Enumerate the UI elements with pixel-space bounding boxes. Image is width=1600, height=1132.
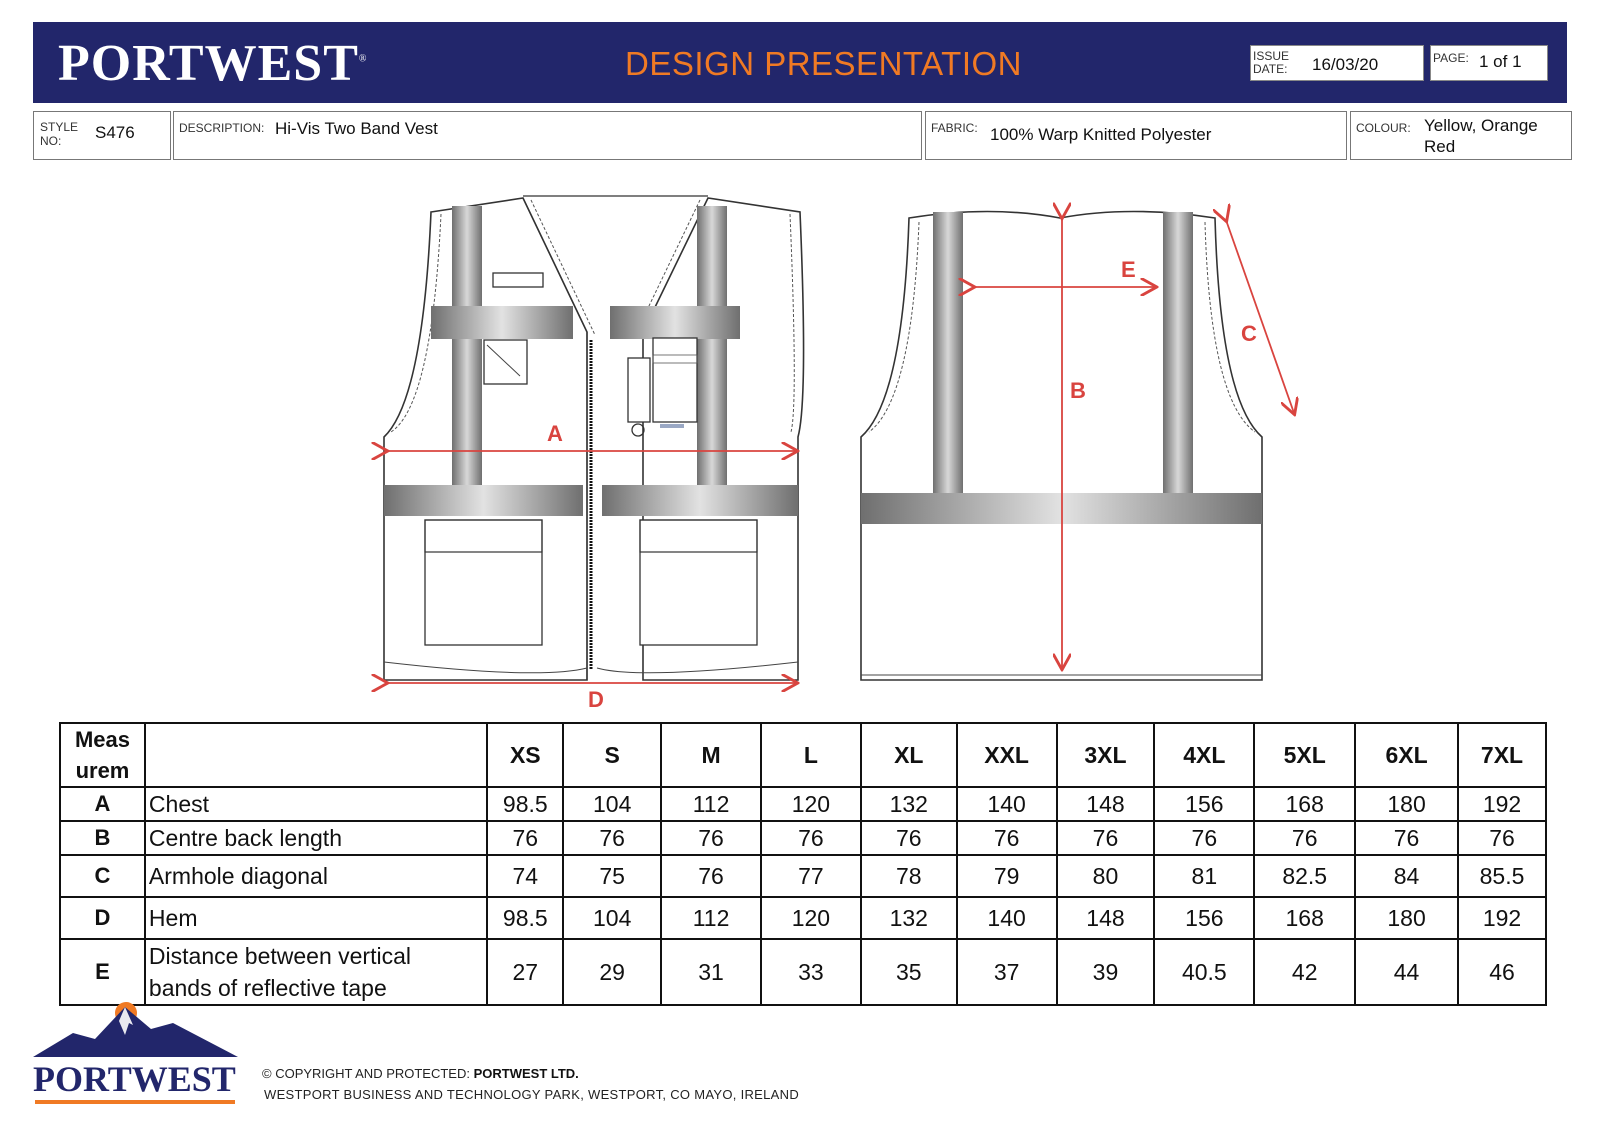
measurement-value: 76 bbox=[957, 821, 1057, 855]
style-no-value: S476 bbox=[95, 123, 135, 142]
measurement-description: Distance between vertical bands of reflective tape bbox=[145, 939, 487, 1005]
measurement-value: 180 bbox=[1355, 787, 1458, 821]
issue-date-value: 16/03/20 bbox=[1312, 55, 1379, 74]
measurement-value: 79 bbox=[957, 855, 1057, 897]
front-upper-band-right bbox=[610, 306, 740, 339]
size-header: 7XL bbox=[1458, 723, 1546, 787]
lower-pocket-right bbox=[640, 520, 757, 645]
measurement-value: 81 bbox=[1154, 855, 1254, 897]
size-header: XXL bbox=[957, 723, 1057, 787]
table-header-row bbox=[60, 723, 1546, 787]
company-address: WESTPORT BUSINESS AND TECHNOLOGY PARK, WESTPORT, CO MAYO, IRELAND bbox=[264, 1087, 800, 1102]
table-row bbox=[60, 939, 1546, 1005]
measurement-value: 76 bbox=[1355, 821, 1458, 855]
measurement-value: 104 bbox=[563, 897, 661, 939]
footer-logo-text: PORTWEST bbox=[33, 1059, 236, 1099]
measurement-value: 76 bbox=[487, 821, 563, 855]
measurement-value: 82.5 bbox=[1254, 855, 1355, 897]
description-value: Hi-Vis Two Band Vest bbox=[275, 119, 438, 138]
measurement-value: 112 bbox=[661, 787, 761, 821]
measurement-value: 76 bbox=[1458, 821, 1546, 855]
description-header bbox=[145, 723, 487, 787]
measurement-value: 168 bbox=[1254, 787, 1355, 821]
measurement-code: B bbox=[60, 821, 145, 855]
front-upper-band-left bbox=[431, 306, 573, 339]
footer-logo-underline bbox=[35, 1100, 235, 1104]
fabric-value: 100% Warp Knitted Polyester bbox=[990, 125, 1212, 144]
measurement-value: 76 bbox=[661, 821, 761, 855]
measurement-value: 156 bbox=[1154, 897, 1254, 939]
size-header: S bbox=[563, 723, 661, 787]
description-label: DESCRIPTION: bbox=[179, 121, 265, 135]
size-chart-table bbox=[59, 722, 1547, 1006]
measurement-value: 120 bbox=[761, 897, 861, 939]
measurement-value: 31 bbox=[661, 939, 761, 1005]
measurement-value: 33 bbox=[761, 939, 861, 1005]
measurement-value: 77 bbox=[761, 855, 861, 897]
measurement-value: 98.5 bbox=[487, 787, 563, 821]
measurement-code: C bbox=[60, 855, 145, 897]
measurement-value: 140 bbox=[957, 897, 1057, 939]
measurement-value: 40.5 bbox=[1154, 939, 1254, 1005]
measurement-value: 98.5 bbox=[487, 897, 563, 939]
table-row bbox=[60, 787, 1546, 821]
back-vertical-band-right bbox=[1163, 212, 1193, 494]
fabric-label: FABRIC: bbox=[931, 121, 978, 135]
measurement-value: 37 bbox=[957, 939, 1057, 1005]
measurement-description: Armhole diagonal bbox=[145, 855, 487, 897]
front-vertical-band-right bbox=[697, 206, 727, 486]
size-header: 6XL bbox=[1355, 723, 1458, 787]
measurement-value: 112 bbox=[661, 897, 761, 939]
size-header: XS bbox=[487, 723, 563, 787]
measurement-header: Meas urem bbox=[60, 723, 145, 787]
measurement-value: 35 bbox=[861, 939, 957, 1005]
lower-pocket-left bbox=[425, 520, 542, 645]
measurement-value: 76 bbox=[661, 855, 761, 897]
document-title: DESIGN PRESENTATION bbox=[625, 45, 1022, 82]
measurement-value: 76 bbox=[861, 821, 957, 855]
measurement-code: A bbox=[60, 787, 145, 821]
phone-pocket bbox=[653, 338, 697, 422]
measurement-value: 74 bbox=[487, 855, 563, 897]
table-row bbox=[60, 855, 1546, 897]
measurement-value: 42 bbox=[1254, 939, 1355, 1005]
size-header: 3XL bbox=[1057, 723, 1155, 787]
measurement-value: 168 bbox=[1254, 897, 1355, 939]
measurement-value: 76 bbox=[563, 821, 661, 855]
measurement-description: Hem bbox=[145, 897, 487, 939]
measurement-value: 76 bbox=[1254, 821, 1355, 855]
size-header: 4XL bbox=[1154, 723, 1254, 787]
measurement-value: 104 bbox=[563, 787, 661, 821]
issue-date-label: ISSUE DATE: bbox=[1253, 49, 1290, 76]
measurement-value: 75 bbox=[563, 855, 661, 897]
measurement-value: 80 bbox=[1057, 855, 1155, 897]
measurement-code: D bbox=[60, 897, 145, 939]
measurement-code: E bbox=[60, 939, 145, 1005]
vest-front-view bbox=[384, 196, 804, 683]
size-header: L bbox=[761, 723, 861, 787]
front-lower-band-right bbox=[602, 485, 798, 516]
measurement-value: 132 bbox=[861, 787, 957, 821]
measurement-value: 140 bbox=[957, 787, 1057, 821]
back-vertical-band-left bbox=[933, 212, 963, 494]
measurement-value: 76 bbox=[1154, 821, 1254, 855]
table-row bbox=[60, 897, 1546, 939]
pen-pocket bbox=[628, 358, 650, 422]
measurement-value: 148 bbox=[1057, 787, 1155, 821]
measurement-value: 192 bbox=[1458, 787, 1546, 821]
brand-logo-text: PORTWEST® bbox=[58, 35, 368, 92]
measurement-value: 132 bbox=[861, 897, 957, 939]
measurement-description: Centre back length bbox=[145, 821, 487, 855]
front-vertical-band-left bbox=[452, 206, 482, 486]
size-header: M bbox=[661, 723, 761, 787]
size-header: 5XL bbox=[1254, 723, 1355, 787]
vest-back-view bbox=[861, 212, 1294, 681]
measurement-value: 27 bbox=[487, 939, 563, 1005]
dimension-e-label: E bbox=[1121, 257, 1136, 282]
copyright-text: © COPYRIGHT AND PROTECTED: PORTWEST LTD. bbox=[262, 1066, 579, 1081]
page-value: 1 of 1 bbox=[1479, 52, 1522, 71]
dimension-b-label: B bbox=[1070, 378, 1086, 403]
measurement-value: 46 bbox=[1458, 939, 1546, 1005]
measurement-value: 148 bbox=[1057, 897, 1155, 939]
measurement-value: 76 bbox=[1057, 821, 1155, 855]
measurement-value: 44 bbox=[1355, 939, 1458, 1005]
dimension-c-line bbox=[1226, 220, 1294, 413]
front-lower-band-left bbox=[384, 485, 583, 516]
measurement-value: 39 bbox=[1057, 939, 1155, 1005]
measurement-value: 180 bbox=[1355, 897, 1458, 939]
id-badge-slot bbox=[493, 273, 543, 287]
measurement-value: 192 bbox=[1458, 897, 1546, 939]
measurement-value: 85.5 bbox=[1458, 855, 1546, 897]
table-row bbox=[60, 821, 1546, 855]
measurement-value: 120 bbox=[761, 787, 861, 821]
measurement-description: Chest bbox=[145, 787, 487, 821]
measurement-value: 156 bbox=[1154, 787, 1254, 821]
measurement-value: 76 bbox=[761, 821, 861, 855]
style-no-label: STYLE NO: bbox=[40, 120, 79, 148]
dimension-a-label: A bbox=[547, 421, 563, 446]
measurement-value: 78 bbox=[861, 855, 957, 897]
portwest-mountain-logo bbox=[33, 995, 243, 1061]
dimension-c-label: C bbox=[1241, 321, 1257, 346]
page-label: PAGE: bbox=[1433, 51, 1469, 65]
measurement-value: 84 bbox=[1355, 855, 1458, 897]
size-header: XL bbox=[861, 723, 957, 787]
measurement-value: 29 bbox=[563, 939, 661, 1005]
colour-label: COLOUR: bbox=[1356, 121, 1411, 135]
colour-value: Yellow, Orange Red bbox=[1424, 116, 1538, 156]
dimension-d-label: D bbox=[588, 687, 604, 712]
